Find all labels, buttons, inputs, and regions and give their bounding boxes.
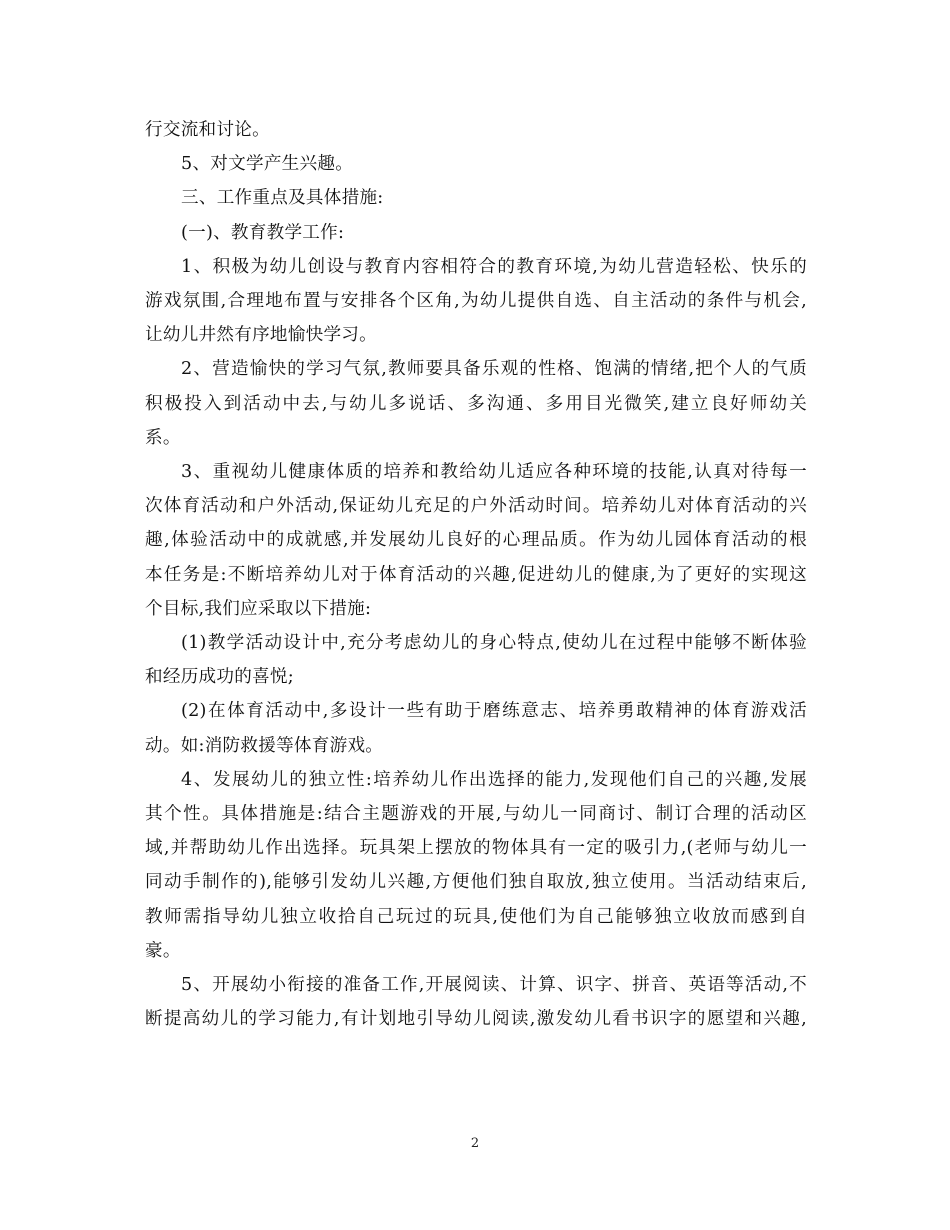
document-body: [145, 113, 807, 1036]
text-line: (2)在体育活动中,多设计一些有助于磨练意志、培养勇敢精神的体育游戏活: [181, 701, 807, 722]
text-line: (1)教学活动设计中,充分考虑幼儿的身心特点,使幼儿在过程中能够不断体验: [181, 633, 807, 654]
subsection-heading-1: [145, 216, 807, 250]
text-line: 三、工作重点及具体措施:: [181, 188, 384, 209]
text-line: 本任务是:不断培养幼儿对于体育活动的兴趣,促进幼儿的健康,为了更好的实现这: [145, 564, 807, 585]
page-number: 2: [470, 1136, 480, 1151]
paragraph-item-5: [145, 968, 807, 1036]
paragraph-measure-1: [145, 626, 807, 694]
section-heading-3: [145, 181, 807, 215]
text-line: 豪。: [145, 940, 181, 961]
text-line: 动。如:消防救援等体育游戏。: [145, 735, 384, 756]
paragraph-item-4: [145, 763, 807, 968]
text-line: 和经历成功的喜悦;: [145, 667, 294, 688]
paragraph-item-3: [145, 455, 807, 626]
paragraph-item-2: [145, 352, 807, 455]
text-line: 5、开展幼小衔接的准备工作,开展阅读、计算、识字、拼音、英语等活动,不: [181, 975, 807, 996]
text-line: 3、重视幼儿健康体质的培养和教给幼儿适应各种环境的技能,认真对待每一: [181, 462, 807, 483]
paragraph-goal-5: [145, 147, 807, 181]
text-line: 域,并帮助幼儿作出选择。玩具架上摆放的物体具有一定的吸引力,(老师与幼儿一: [145, 838, 807, 859]
text-line: 1、积极为幼儿创设与教育内容相符合的教育环境,为幼儿营造轻松、快乐的: [181, 256, 807, 277]
text-line: 断提高幼儿的学习能力,有计划地引导幼儿阅读,激发幼儿看书识字的愿望和兴趣,: [145, 1009, 807, 1030]
text-line: 趣,体验活动中的成就感,并发展幼儿良好的心理品质。作为幼儿园体育活动的根: [145, 530, 807, 551]
text-line: 个目标,我们应采取以下措施:: [145, 598, 372, 619]
text-line: 系。: [145, 427, 181, 448]
paragraph-continuation: [145, 113, 807, 147]
text-line: 同动手制作的),能够引发幼儿兴趣,方便他们独自取放,独立使用。当活动结束后,: [145, 872, 807, 893]
text-line: 次体育活动和户外活动,保证幼儿充足的户外活动时间。培养幼儿对体育活动的兴: [145, 496, 807, 517]
text-line: 4、发展幼儿的独立性:培养幼儿作出选择的能力,发现他们自己的兴趣,发展: [181, 769, 807, 790]
paragraph-measure-2: [145, 694, 807, 762]
text-line: 游戏氛围,合理地布置与安排各个区角,为幼儿提供自选、自主活动的条件与机会,: [145, 291, 807, 312]
text-line: 行交流和讨论。: [145, 120, 270, 140]
text-line: 积极投入到活动中去,与幼儿多说话、多沟通、多用目光微笑,建立良好师幼关: [145, 393, 807, 414]
text-line: (一)、教育教学工作:: [181, 222, 345, 243]
text-line: 其个性。具体措施是:结合主题游戏的开展,与幼儿一同商讨、制订合理的活动区: [145, 804, 807, 825]
text-line: 让幼儿井然有序地愉快学习。: [145, 325, 377, 346]
text-line: 5、对文学产生兴趣。: [181, 154, 354, 175]
text-line: 2、营造愉快的学习气氛,教师要具备乐观的性格、饱满的情绪,把个人的气质: [181, 359, 807, 380]
paragraph-item-1: [145, 250, 807, 353]
text-line: 教师需指导幼儿独立收拾自己玩过的玩具,使他们为自己能够独立收放而感到自: [145, 906, 807, 927]
